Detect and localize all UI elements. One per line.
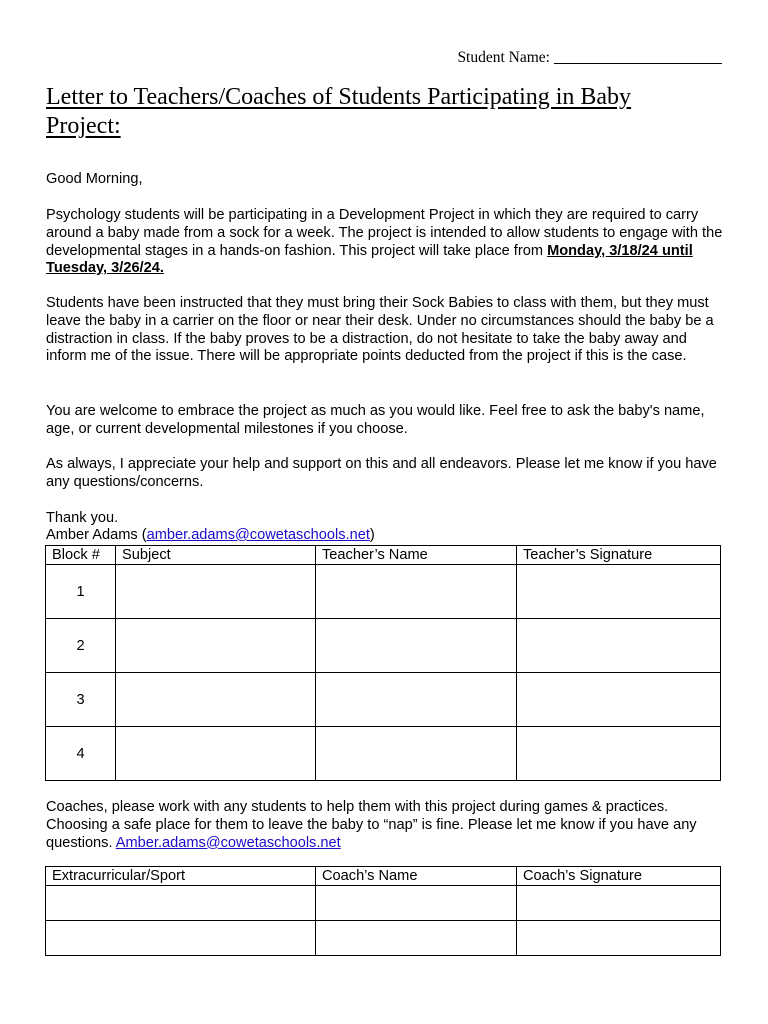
coach-name-cell[interactable]	[316, 886, 517, 921]
teacher-name-cell[interactable]	[316, 673, 517, 727]
header-teacher-name: Teacher’s Name	[316, 546, 517, 565]
student-name-label: Student Name:	[457, 49, 550, 66]
signature-line	[46, 527, 726, 545]
paragraph-project-description	[46, 207, 726, 278]
teacher-name-cell[interactable]	[316, 727, 517, 781]
coach-signature-cell[interactable]	[517, 921, 721, 956]
page-title: Letter to Teachers/Coaches of Students Participating in Baby Project:	[46, 84, 632, 139]
coach-signature-table	[45, 866, 721, 956]
coach-signature-cell[interactable]	[517, 886, 721, 921]
header-coach-name: Coach’s Name	[316, 867, 517, 886]
subject-cell[interactable]	[116, 673, 316, 727]
block-number: 3	[46, 673, 116, 727]
table-row	[46, 673, 721, 727]
table-row	[46, 727, 721, 781]
teacher-signature-cell[interactable]	[517, 619, 721, 673]
table-row	[46, 886, 721, 921]
paragraph-instructions: Students have been instructed that they must bring their Sock Babies to class with them, but they must leave the baby in a carrier on the floor or near their desk. Under no circumstances should the baby be a distraction in class. If the baby proves to be a distraction, do not hesitate to take the baby away and inform me of the issue. There will be appropriate points deducted from the project if this is the case.	[46, 295, 714, 365]
paragraph-welcome: You are welcome to embrace the project as much as you would like. Feel free to ask the baby's name, age, or current developmental milestones if you choose.	[46, 403, 705, 437]
paragraph-appreciation: As always, I appreciate your help and support on this and all endeavors. Please let me know if you have any questions/concerns.	[46, 456, 717, 490]
subject-cell[interactable]	[116, 727, 316, 781]
greeting: Good Morning,	[46, 171, 143, 187]
teacher-signature-cell[interactable]	[517, 673, 721, 727]
paragraph-project-text: Psychology students will be participating in a Development Project in which they are required to carry around a baby made from a sock for a week. The project is intended to allow students to engage with the developmental stages in a hands-on fashion. This project will take place from	[46, 207, 723, 259]
table-row	[46, 565, 721, 619]
coaches-email-link[interactable]: Amber.adams@cowetaschools.net	[115, 834, 341, 851]
subject-cell[interactable]	[116, 565, 316, 619]
header-subject: Subject	[116, 546, 316, 565]
closing: Thank you.	[46, 510, 119, 526]
student-name-line	[457, 47, 722, 67]
table-header-row	[46, 867, 721, 886]
header-teacher-signature: Teacher’s Signature	[517, 546, 721, 565]
signature-name: Amber Adams (	[46, 527, 147, 543]
block-number: 2	[46, 619, 116, 673]
paragraph-coaches	[46, 799, 726, 852]
header-extracurricular: Extracurricular/Sport	[46, 867, 316, 886]
signature-close-paren: )	[369, 527, 375, 543]
teacher-signature-cell[interactable]	[517, 565, 721, 619]
header-block-number: Block #	[46, 546, 116, 565]
block-signature-table	[45, 545, 721, 781]
block-number: 4	[46, 727, 116, 781]
table-row	[46, 619, 721, 673]
teacher-name-cell[interactable]	[316, 565, 517, 619]
coaches-text: Coaches, please work with any students to help them with this project during games & practices. Choosing a safe place for them to leave the baby to “nap” is fine. Please let me know if you have any questions.	[46, 799, 697, 851]
subject-cell[interactable]	[116, 619, 316, 673]
sport-cell[interactable]	[46, 886, 316, 921]
teacher-signature-cell[interactable]	[517, 727, 721, 781]
block-number: 1	[46, 565, 116, 619]
header-coach-signature: Coach’s Signature	[517, 867, 721, 886]
table-header-row	[46, 546, 721, 565]
teacher-name-cell[interactable]	[316, 619, 517, 673]
coach-name-cell[interactable]	[316, 921, 517, 956]
signature-email-link[interactable]: amber.adams@cowetaschools.net	[146, 527, 370, 543]
table-row	[46, 921, 721, 956]
student-name-blank[interactable]	[554, 47, 722, 64]
sport-cell[interactable]	[46, 921, 316, 956]
project-dates: Monday, 3/18/24 until Tuesday, 3/26/24.	[46, 242, 693, 277]
